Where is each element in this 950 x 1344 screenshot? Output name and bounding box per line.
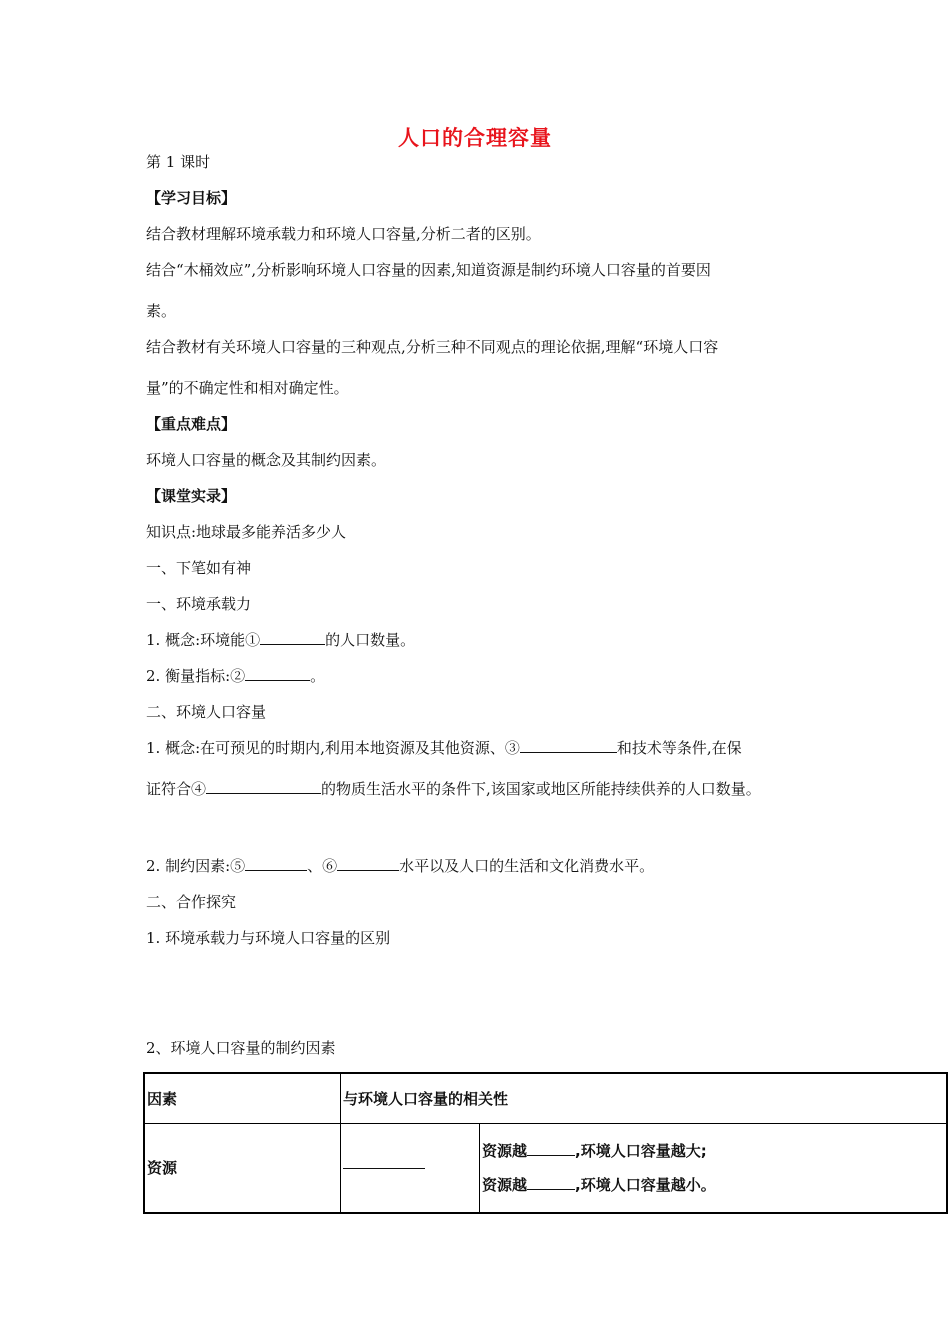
row-factor-cell: 资源 [144,1123,341,1213]
row-relation-cell [480,1123,948,1213]
relation-line-2 [482,1175,944,1195]
measure-prefix: 2. 衡量指标:② [146,667,246,685]
measure-suffix: 。 [310,667,326,685]
factors-table [143,1072,948,1214]
fill-blank-1[interactable] [260,630,325,645]
relation-2-prefix: 资源越 [482,1175,528,1194]
table-row [144,1123,947,1213]
fill-blank-6[interactable] [337,856,399,871]
table-header-row [144,1073,947,1123]
subsection-carrying-capacity: 一、环境承载力 [146,595,252,613]
fill-blank-2[interactable] [245,666,310,681]
page-title: 人口的合理容量 [398,126,552,150]
objective-2-line-1: 结合“木桶效应”,分析影响环境人口容量的因素,知道资源是制约环境人口容量的首要因 [146,261,711,279]
question-1: 1. 环境承载力与环境人口容量的区别 [146,929,391,947]
key-points-heading: 【重点难点】 [146,415,237,433]
subsection-population-capacity: 二、环境人口容量 [146,703,267,721]
header-factor-cell: 因素 [144,1073,341,1123]
class-record-heading: 【课堂实录】 [146,487,237,505]
fill-blank-resource[interactable] [343,1154,425,1169]
factors-separator: 、⑥ [307,857,338,875]
relation-line-1 [482,1141,944,1161]
key-points-text: 环境人口容量的概念及其制约因素。 [146,451,387,469]
factors-line [146,856,654,876]
lesson-label: 第 1 课时 [146,153,211,171]
part-two-heading: 二、合作探究 [146,893,237,911]
factors-prefix: 2. 制约因素:⑤ [146,857,246,875]
measure-line [146,666,325,686]
fill-blank-less[interactable] [527,1175,575,1190]
objective-1: 结合教材理解环境承载力和环境人口容量,分析二者的区别。 [146,225,541,243]
fill-blank-3[interactable] [520,738,617,753]
header-relation-cell: 与环境人口容量的相关性 [341,1073,948,1123]
fill-blank-4[interactable] [206,779,321,794]
objectives-heading: 【学习目标】 [146,189,237,207]
concept-1-prefix: 1. 概念:环境能① [146,631,261,649]
concept-2b-suffix: 的物质生活水平的条件下,该国家或地区所能持续供养的人口数量。 [321,780,761,798]
objective-3-line-2: 量”的不确定性和相对确定性。 [146,379,349,397]
question-2: 2、环境人口容量的制约因素 [146,1039,336,1057]
row-blank-cell[interactable] [341,1123,480,1213]
relation-2-suffix: ,环境人口容量越小。 [575,1175,716,1194]
relation-1-suffix: ,环境人口容量越大; [575,1141,707,1160]
concept-1-line [146,630,415,650]
factors-suffix: 水平以及人口的生活和文化消费水平。 [399,857,655,875]
fill-blank-5[interactable] [245,856,307,871]
concept-2-prefix: 1. 概念:在可预见的时期内,利用本地资源及其他资源、③ [146,739,520,757]
fill-blank-more[interactable] [527,1141,575,1156]
part-one-heading: 一、下笔如有神 [146,559,252,577]
knowledge-point: 知识点:地球最多能养活多少人 [146,523,347,541]
concept-1-suffix: 的人口数量。 [325,631,416,649]
objective-3-line-1: 结合教材有关环境人口容量的三种观点,分析三种不同观点的理论依据,理解“环境人口容 [146,338,719,356]
concept-2-line-1 [146,738,742,758]
concept-2b-prefix: 证符合④ [146,780,207,798]
concept-2-line-2 [146,779,761,799]
relation-1-prefix: 资源越 [482,1141,528,1160]
concept-2-middle: 和技术等条件,在保 [616,739,742,757]
objective-2-line-2: 素。 [146,302,177,320]
